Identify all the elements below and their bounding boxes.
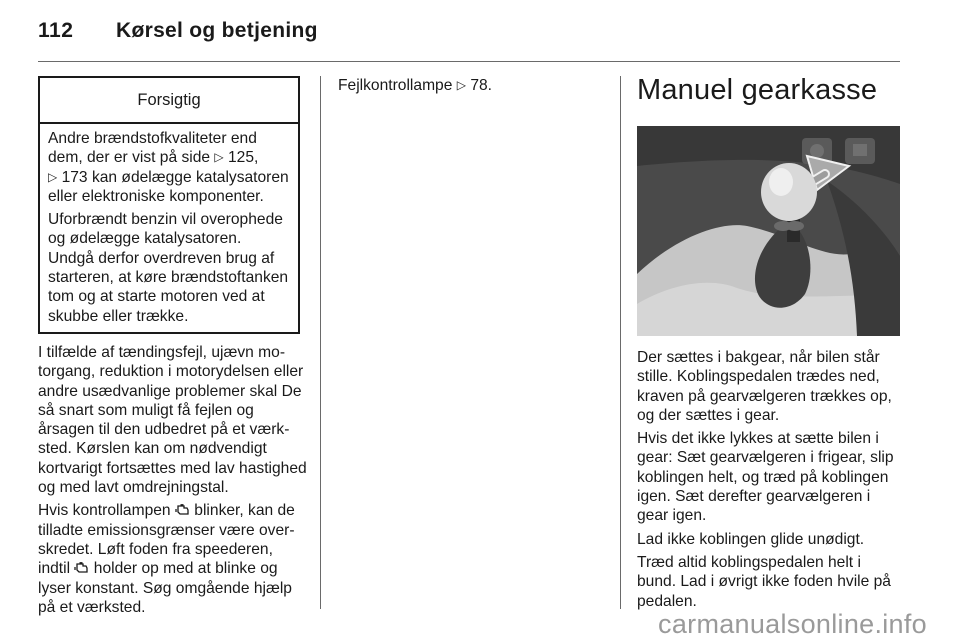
header-rule <box>38 61 900 62</box>
gear-lever-photo <box>637 126 900 336</box>
caution-text: kan ødelægge katalysatoren eller elektroniske komponenter. <box>48 168 289 205</box>
triangle-right-icon: ▷ <box>456 78 466 92</box>
triangle-right-icon: ▷ <box>48 169 58 184</box>
caution-paragraph: Uforbrændt benzin vil overophede og ødelægge katalysatoren. Undgå derfor overdreven brug af starteren, at køre brændstoftanken tom og at starte motoren ved at skubbe eller trække. <box>48 211 289 325</box>
column-divider-right <box>620 76 621 609</box>
body-paragraph <box>38 501 308 617</box>
engine-lamp-icon <box>74 562 89 575</box>
caution-body <box>40 124 298 326</box>
triangle-right-icon: ▷ <box>214 150 224 165</box>
watermark: carmanualsonline.info <box>658 609 927 639</box>
column-3-text <box>637 348 903 611</box>
engine-lamp-icon <box>175 504 190 517</box>
body-paragraph: I tilfælde af tændingsfejl, ujævn motorgang, reduktion i motorydelsen eller andre usædvanlige problemer skal De så snart som muligt få fejlen og årsagen til den udbedret på et værksted. Kørslen kan om nødvendigt kortvarigt fortsættes med lav hastighed og med lavt omdrejningstal. <box>38 344 307 497</box>
chapter-title: Kørsel og betjening <box>116 19 318 42</box>
page-number: 112 <box>38 19 74 42</box>
caution-text: Andre brændstofkvaliteter end dem, der er vist på side <box>48 130 257 167</box>
column-1-text <box>38 343 308 617</box>
body-paragraph: Hvis det ikke lykkes at sætte bilen i gear: Sæt gearvælgeren i frigear, slip koblingen helt, og træd på koblingen igen. Sæt derefter gearvælgeren i gear igen. <box>637 430 894 525</box>
body-text: Fejlkontrollampe <box>338 77 453 94</box>
body-paragraph <box>338 76 608 95</box>
body-paragraph: Træd altid koblingspedalen helt i bund. Lad i øvrigt ikke foden hvile på pedalen. <box>637 553 891 610</box>
body-text: blinker, kan de tilladte emissionsgrænser være overskredet. Løft foden fra speederen, indtil <box>38 502 295 578</box>
column-2-text <box>338 76 608 95</box>
body-text: Hvis kontrollampen <box>38 502 171 520</box>
caution-box <box>38 76 300 334</box>
caution-paragraph <box>48 129 290 206</box>
body-paragraph: Lad ikke koblingen glide unødigt. <box>637 530 865 548</box>
body-paragraph: Der sættes i bakgear, når bilen står stille. Koblingspedalen trædes ned, kraven på gearvælgeren trækkes op, og der sættes i gear. <box>637 349 892 424</box>
page-reference-link[interactable]: 173 <box>61 168 88 186</box>
caution-title: Forsigtig <box>40 78 298 124</box>
body-text: holder op med at blinke og lyser konstant. Søg omgående hjælp på et værksted. <box>38 560 292 616</box>
page-reference-link[interactable]: 78. <box>470 77 493 94</box>
page-reference-link[interactable]: 125, <box>228 149 259 167</box>
section-title: Manuel gearkasse <box>637 74 878 106</box>
column-divider-left <box>320 76 321 609</box>
